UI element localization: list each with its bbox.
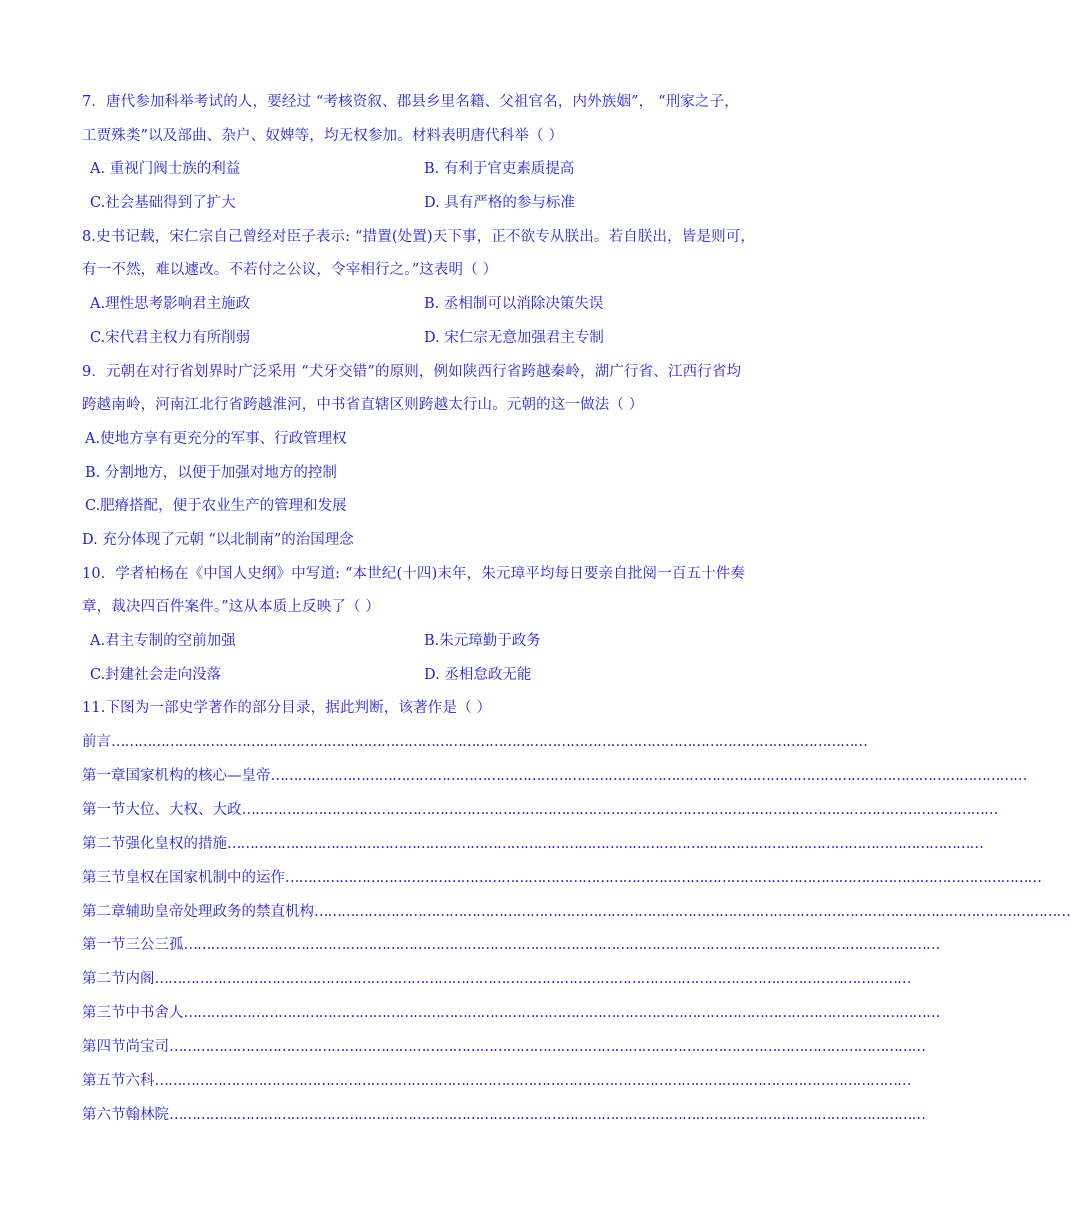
toc-title: 强化皇权的措施 bbox=[125, 835, 227, 852]
toc-row bbox=[82, 794, 998, 828]
toc-leader: …………………………………………………………………………………………………………………………………………………… bbox=[314, 903, 1070, 920]
question-7-options-row-1 bbox=[82, 153, 797, 187]
toc-row bbox=[82, 828, 983, 862]
question-10-stem-line-2: 章，裁决四百件案件。”这从本质上反映了（ ） bbox=[82, 599, 381, 616]
toc-leader: …………………………………………………………………………………………………………………………………………………… bbox=[285, 869, 1041, 886]
question-10-option-b: B.朱元璋勤于政务 bbox=[424, 633, 541, 649]
question-10-option-a: A.君主专制的空前加强 bbox=[90, 633, 236, 649]
toc-row bbox=[82, 963, 911, 997]
toc-row bbox=[82, 1065, 911, 1099]
toc-title: 内阁 bbox=[125, 971, 155, 988]
question-7-stem-line-1: 7．唐代参加科举考试的人，要经过 “考核资叙、郡县乡里名籍、父祖官名，内外族姻”， “刑家之子， bbox=[82, 94, 739, 110]
toc-section: 第三节 bbox=[82, 869, 126, 886]
question-10-options-row-2 bbox=[82, 659, 797, 693]
question-10-option-c: C.封建社会走向没落 bbox=[90, 666, 222, 683]
toc-title: 皇权在国家机制中的运作 bbox=[125, 869, 285, 886]
question-7-options-row-2 bbox=[82, 187, 797, 221]
question-10-stem-line-1: 10．学者柏杨在《中国人史纲》中写道: “本世纪(十四)末年，朱元璋平均每日要亲自批阅一百五十件奏 bbox=[82, 565, 746, 582]
question-7-stem-line-2: 工贾殊类”以及部曲、杂户、奴婢等，均无权参加。材料表明唐代科举（ ） bbox=[82, 127, 564, 144]
question-9-option-d: D. 充分体现了元朝 “以北制南”的治国理念 bbox=[82, 531, 354, 548]
document-page bbox=[82, 86, 1070, 1133]
question-7-option-b: B. 有利于官吏素质提高 bbox=[424, 161, 575, 178]
toc-title: 辅助皇帝处理政务的禁直机构 bbox=[125, 903, 314, 920]
question-8-option-c: C.宋代君主权力有所削弱 bbox=[90, 329, 251, 346]
toc-section: 第一节 bbox=[82, 801, 126, 818]
question-8-option-b: B. 丞相制可以消除决策失误 bbox=[424, 296, 604, 313]
question-8-options-row-2 bbox=[82, 322, 797, 356]
toc-section: 第四节 bbox=[82, 1039, 126, 1056]
question-7-option-c: C.社会基础得到了扩大 bbox=[90, 195, 236, 212]
toc-title: 三公三孤 bbox=[125, 937, 184, 954]
question-9-stem-line-2: 跨越南岭，河南江北行省跨越淮河，中书省直辖区则跨越太行山。元朝的这一做法（ ） bbox=[82, 397, 644, 414]
question-11-stem: 11.下图为一部史学著作的部分目录，据此判断，该著作是（ ） bbox=[82, 700, 492, 717]
toc-row bbox=[82, 896, 1070, 930]
toc-title: 中书舍人 bbox=[125, 1005, 184, 1022]
question-9-option-c: C.肥瘠搭配，便于农业生产的管理和发展 bbox=[85, 498, 347, 515]
question-8-stem-line-2: 有一不然，难以遽改。不若付之公议，令宰相行之。”这表明（ ） bbox=[82, 262, 498, 279]
toc-leader: …………………………………………………………………………………………………………………………………………………… bbox=[154, 971, 911, 988]
toc-row bbox=[82, 760, 1027, 794]
toc-leader: …………………………………………………………………………………………………………………………………………………… bbox=[154, 1072, 911, 1089]
question-7-option-d: D. 具有严格的参与标准 bbox=[424, 195, 575, 212]
question-9-stem-line-1: 9．元朝在对行省划界时广泛采用 “犬牙交错”的原则，例如陕西行省跨越秦岭，湖广行省、江西行省均 bbox=[82, 363, 742, 380]
toc-title: 六科 bbox=[125, 1072, 155, 1089]
toc-title: 前言 bbox=[82, 734, 111, 751]
toc-leader: …………………………………………………………………………………………………………………………………………………… bbox=[111, 734, 867, 751]
table-of-contents bbox=[82, 726, 1070, 1133]
toc-leader: …………………………………………………………………………………………………………………………………………………… bbox=[241, 801, 998, 818]
question-8-stem-line-1: 8.史书记载，宋仁宗自己曾经对臣子表示: “措置(处置)天下事，正不欲专从朕出。若自朕出，皆是则可， bbox=[82, 228, 756, 245]
toc-section: 第一章 bbox=[82, 767, 126, 784]
toc-row bbox=[82, 1031, 925, 1065]
question-7-option-a: A. 重视门阀士族的利益 bbox=[90, 161, 241, 178]
question-8-options-row-1 bbox=[82, 288, 797, 322]
toc-section: 第二节 bbox=[82, 835, 126, 852]
toc-title: 翰林院 bbox=[125, 1106, 169, 1123]
question-9-option-a: A.使地方享有更充分的军事、行政管理权 bbox=[85, 430, 347, 447]
question-10-options-row-1 bbox=[82, 625, 797, 659]
toc-leader: …………………………………………………………………………………………………………………………………………………… bbox=[183, 937, 940, 954]
toc-section: 第三节 bbox=[82, 1005, 126, 1022]
toc-section: 第五节 bbox=[82, 1072, 126, 1089]
toc-row bbox=[82, 1099, 925, 1133]
toc-row bbox=[82, 862, 1041, 896]
toc-leader: …………………………………………………………………………………………………………………………………………………… bbox=[169, 1039, 925, 1056]
question-8-option-d: D. 宋仁宗无意加强君主专制 bbox=[424, 329, 604, 346]
toc-leader: …………………………………………………………………………………………………………………………………………………… bbox=[227, 835, 983, 852]
toc-row bbox=[82, 929, 940, 963]
toc-section: 第一节 bbox=[82, 937, 126, 954]
toc-section: 第二章 bbox=[82, 903, 126, 920]
question-9-option-b: B. 分割地方，以便于加强对地方的控制 bbox=[85, 464, 337, 481]
question-8-option-a: A.理性思考影响君主施政 bbox=[90, 296, 251, 313]
toc-title: 国家机构的核心—皇帝 bbox=[125, 767, 271, 784]
question-10-option-d: D. 丞相怠政无能 bbox=[424, 666, 532, 683]
toc-leader: …………………………………………………………………………………………………………………………………………………… bbox=[270, 767, 1027, 784]
toc-title: 尚宝司 bbox=[125, 1039, 169, 1056]
toc-row bbox=[82, 997, 940, 1031]
toc-section: 第二节 bbox=[82, 971, 126, 988]
toc-leader: …………………………………………………………………………………………………………………………………………………… bbox=[183, 1005, 940, 1022]
toc-row-preface bbox=[82, 726, 867, 760]
toc-title: 大位、大权、大政 bbox=[125, 801, 242, 818]
toc-leader: …………………………………………………………………………………………………………………………………………………… bbox=[169, 1106, 925, 1123]
toc-section: 第六节 bbox=[82, 1106, 126, 1123]
